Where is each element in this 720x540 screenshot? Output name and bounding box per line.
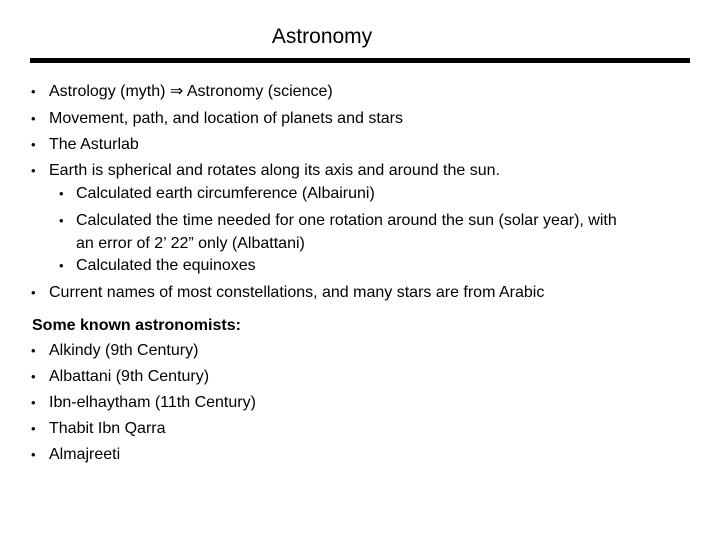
sub-bullet-marker: • [59, 186, 64, 201]
bullet-marker: • [31, 137, 36, 152]
astronomist-item: Albattani (9th Century) [49, 368, 210, 385]
sub-bullet-item: Calculated earth circumference (Albairuni) [76, 185, 375, 202]
sub-bullet-item: Calculated the equinoxes [76, 257, 256, 274]
astronomist-item: Alkindy (9th Century) [49, 342, 199, 359]
bullet-marker: • [31, 111, 36, 126]
bullet-marker: • [31, 421, 36, 436]
bullet-marker: • [31, 163, 36, 178]
sub-bullet-marker: • [59, 258, 64, 273]
bullet-item: Astrology (myth) ⇒ Astronomy (science) [49, 83, 333, 100]
bullet-marker: • [31, 84, 36, 99]
astronomist-item: Thabit Ibn Qarra [49, 420, 166, 437]
bullet-item: Current names of most constellations, and many stars are from Arabic [49, 284, 545, 301]
bullet-marker: • [31, 343, 36, 358]
slide-title: Astronomy [271, 25, 373, 48]
sub-bullet-item: Calculated the time needed for one rotation around the sun (solar year), with [76, 212, 617, 229]
bullet-item: The Asturlab [49, 136, 139, 153]
bullet-marker: • [31, 447, 36, 462]
bullet-item: Earth is spherical and rotates along its axis and around the sun. [49, 162, 500, 179]
sub-bullet-item-continued: an error of 2’ 22” only (Albattani) [76, 235, 305, 252]
bullet-item: Movement, path, and location of planets and stars [49, 110, 403, 127]
astronomist-item: Almajreeti [49, 446, 121, 463]
bullet-marker: • [31, 369, 36, 384]
title-divider [30, 58, 690, 63]
sub-bullet-marker: • [59, 213, 64, 228]
bullet-marker: • [31, 395, 36, 410]
astronomist-item: Ibn-elhaytham (11th Century) [49, 394, 256, 411]
astronomists-heading: Some known astronomists: [32, 317, 241, 334]
bullet-marker: • [31, 285, 36, 300]
